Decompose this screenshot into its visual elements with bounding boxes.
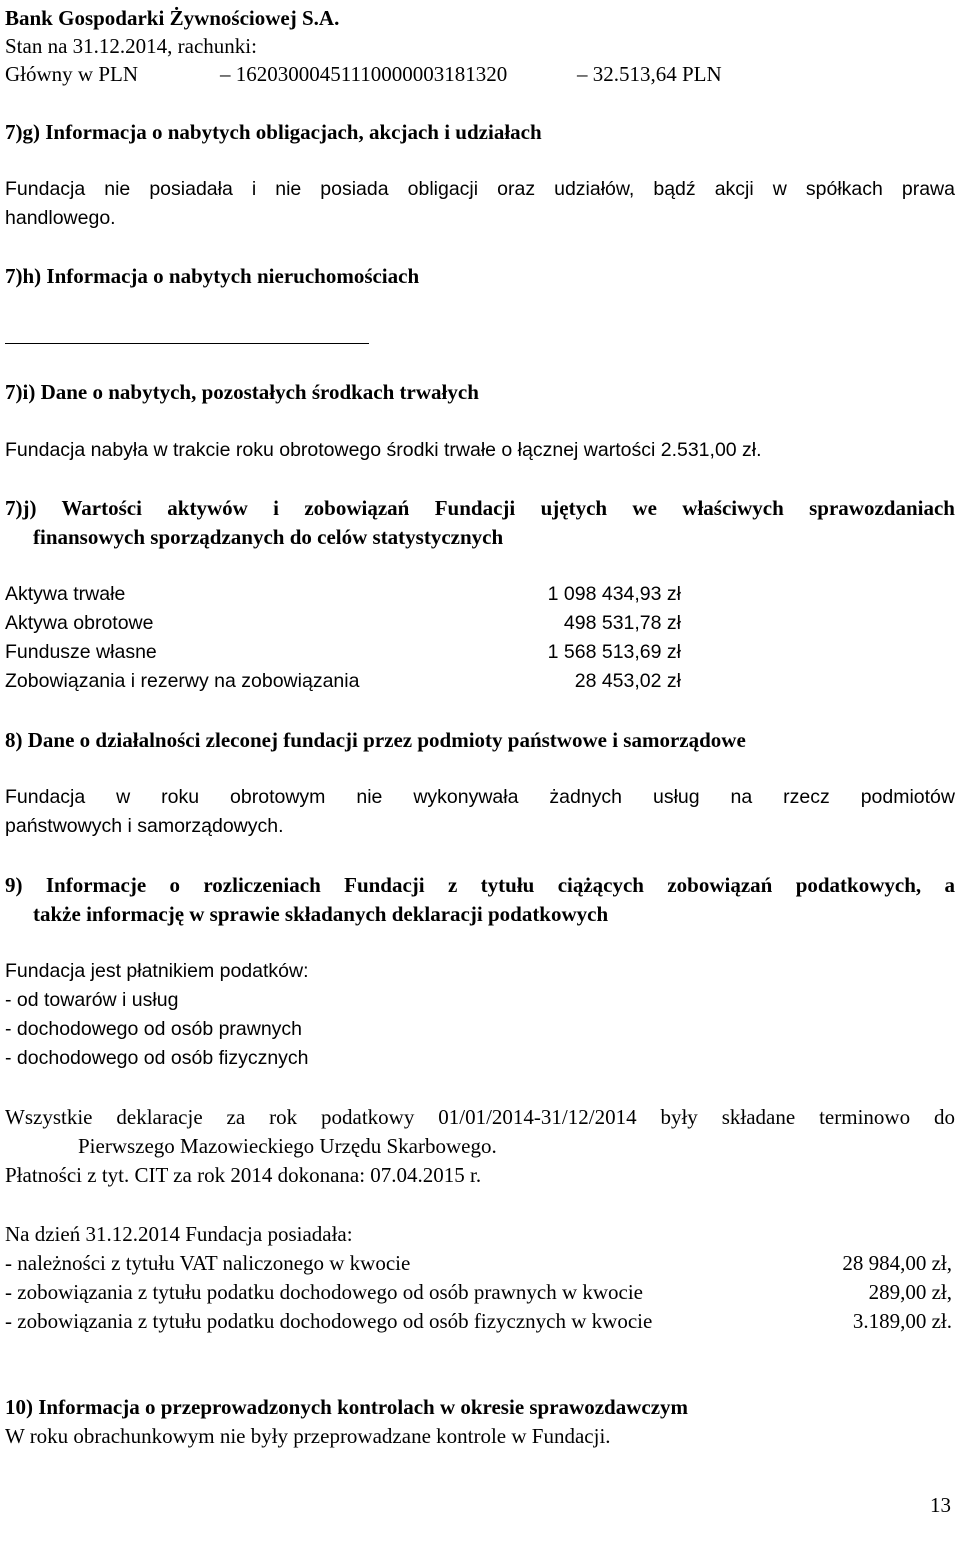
section-8-text-line2: państwowych i samorządowych. [5, 815, 284, 837]
asset-label-fixed: Aktywa trwałe [5, 583, 126, 605]
cit-payment: Płatności z tyt. CIT za rok 2014 dokonana: 07.04.2015 r. [5, 1163, 482, 1187]
bank-name: Bank Gospodarki Żywnościowej S.A. [5, 6, 340, 30]
tax-payer-intro: Fundacja jest płatnikiem podatków: [5, 960, 309, 982]
bank-date-line: Stan na 31.12.2014, rachunki: [5, 34, 257, 58]
tax-item-vat: - od towarów i usług [5, 989, 179, 1011]
equity-value: 1 568 513,69 zł [547, 641, 681, 663]
section-10-heading: 10) Informacja o przeprowadzonych kontrolach w okresie sprawozdawczym [5, 1395, 689, 1419]
section-8-heading: 8) Dane o działalności zleconej fundacji przez podmioty państwowe i samorządowe [5, 728, 746, 752]
account-number: – 16203000451110000003181320 [220, 62, 508, 86]
liabilities-label: Zobowiązania i rezerwy na zobowiązania [5, 670, 360, 692]
balance-item-label-cit: - zobowiązania z tytułu podatku dochodowego od osób prawnych w kwocie [5, 1280, 643, 1304]
section-10-text: W roku obrachunkowym nie były przeprowadzane kontrole w Fundacji. [5, 1424, 611, 1448]
section-7i-text: Fundacja nabyła w trakcie roku obrotowego środki trwałe o łącznej wartości 2.531,00 zł. [5, 439, 762, 461]
balance-item-value-pit: 3.189,00 zł. [852, 1309, 952, 1333]
section-7j-heading-line1: 7)j) Wartości aktywów i zobowiązań Fundacji ujętych we właściwych sprawozdaniach [5, 496, 955, 520]
account-label: Główny w PLN [5, 62, 139, 86]
tax-item-pit: - dochodowego od osób fizycznych [5, 1047, 309, 1069]
blank-underline [5, 343, 369, 344]
account-balance: – 32.513,64 PLN [577, 62, 722, 86]
as-of-date: Na dzień 31.12.2014 Fundacja posiadała: [5, 1222, 353, 1246]
page-number: 13 [930, 1493, 951, 1517]
section-7h-heading: 7)h) Informacja o nabytych nieruchomościach [5, 264, 420, 288]
balance-item-label-vat: - należności z tytułu VAT naliczonego w kwocie [5, 1251, 411, 1275]
section-7g-text-line1: Fundacja nie posiadała i nie posiada obligacji oraz udziałów, bądź akcji w spółkach prawa [5, 178, 955, 200]
section-9-heading-line1: 9) Informacje o rozliczeniach Fundacji z tytułu ciążących zobowiązań podatkowych, a [5, 873, 955, 897]
balance-item-value-vat: 28 984,00 zł, [842, 1251, 952, 1275]
equity-label: Fundusze własne [5, 641, 157, 663]
liabilities-value: 28 453,02 zł [574, 670, 681, 692]
balance-item-value-cit: 289,00 zł, [868, 1280, 952, 1304]
section-9-heading-line2: także informację w sprawie składanych deklaracji podatkowych [33, 902, 609, 926]
asset-value-fixed: 1 098 434,93 zł [547, 583, 681, 605]
asset-value-current: 498 531,78 zł [563, 612, 681, 634]
declarations-line1: Wszystkie deklaracje za rok podatkowy 01/01/2014-31/12/2014 były składane terminowo do [5, 1105, 955, 1129]
section-7g-heading: 7)g) Informacja o nabytych obligacjach, akcjach i udziałach [5, 120, 542, 144]
balance-item-label-pit: - zobowiązania z tytułu podatku dochodowego od osób fizycznych w kwocie [5, 1309, 653, 1333]
asset-label-current: Aktywa obrotowe [5, 612, 154, 634]
declarations-line2: Pierwszego Mazowieckiego Urzędu Skarbowego. [78, 1134, 497, 1158]
section-8-text-line1: Fundacja w roku obrotowym nie wykonywała żadnych usług na rzecz podmiotów [5, 786, 955, 808]
tax-item-cit: - dochodowego od osób prawnych [5, 1018, 303, 1040]
section-7i-heading: 7)i) Dane o nabytych, pozostałych środkach trwałych [5, 380, 479, 404]
section-7j-heading-line2: finansowych sporządzanych do celów statystycznych [33, 525, 504, 549]
section-7g-text-line2: handlowego. [5, 207, 116, 229]
